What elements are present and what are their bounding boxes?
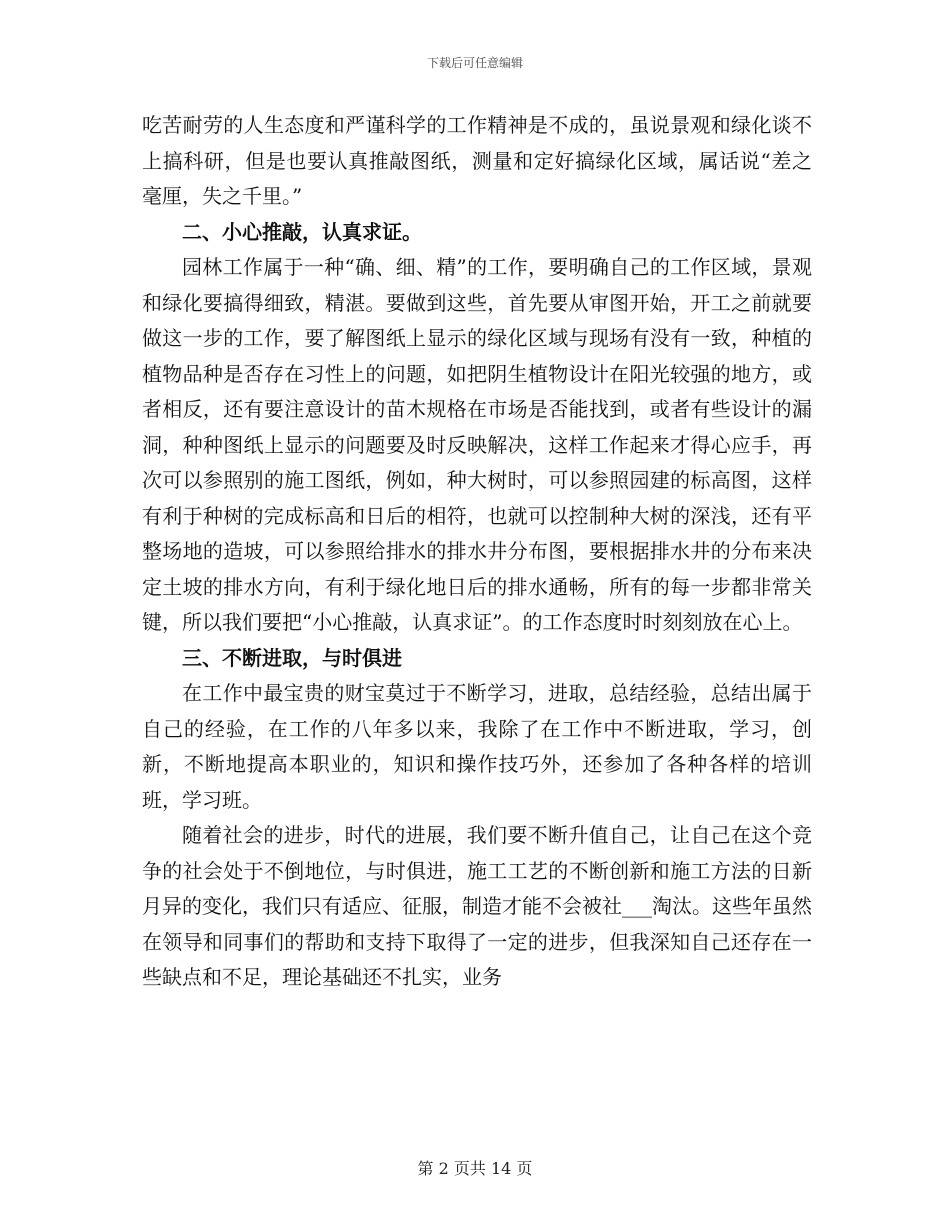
page-number-footer: 第 2 页共 14 页 bbox=[417, 1159, 533, 1178]
section-heading-3: 三、不断进取，与时俱进 bbox=[182, 645, 402, 670]
document-body bbox=[142, 108, 812, 996]
section-heading-2: 二、小心推敲，认真求证。 bbox=[182, 219, 422, 244]
paragraph-intro: 吃苦耐劳的人生态度和严谨科学的工作精神是不成的，虽说景观和绿化谈不上搞科研，但是也要认真推敲图纸，测量和定好搞绿化区域，属话说“差之毫厘，失之千里。” bbox=[142, 113, 812, 208]
paragraph-4: 随着社会的进步，时代的进展，我们要不断升值自己，让自己在这个竞争的社会处于不倒地位，与时俱进，施工工艺的不断创新和施工方法的日新月异的变化，我们只有适应、征服，制造才能不会被社___淘汰。这些年虽然在领导和同事们的帮助和支持下取得了一定的进步，但我深知自己还存在一些缺点和不足，理论基础还不扎实，业务 bbox=[142, 823, 812, 989]
page-header: 下载后可任意编辑 bbox=[426, 56, 523, 70]
paragraph-2: 园林工作属于一种“确、细、精”的工作，要明确自己的工作区域，景观和绿化要搞得细致，精湛。要做到这些，首先要从审图开始，开工之前就要做这一步的工作，要了解图纸上显示的绿化区域与现场有没有一致，种植的植物品种是否存在习性上的问题，如把阴生植物设计在阳光较强的地方，或者相反，还有要注意设计的苗木规格在市场是否能找到，或者有些设计的漏洞，种种图纸上显示的问题要及时反映解决，这样工作起来才得心应手，再次可以参照别的施工图纸，例如，种大树时，可以参照园建的标高图，这样有利于种树的完成标高和日后的相符，也就可以控制种大树的深浅，还有平整场地的造坡，可以参照给排水的排水井分布图，要根据排水井的分布来决定土坡的排水方向，有利于绿化地日后的排水通畅，所有的每一步都非常关键，所以我们要把“小心推敲，认真求证”。的工作态度时时刻刻放在心上。 bbox=[142, 255, 812, 634]
paragraph-3: 在工作中最宝贵的财宝莫过于不断学习，进取，总结经验，总结出属于自己的经验，在工作的八年多以来，我除了在工作中不断进取，学习，创新，不断地提高本职业的，知识和操作技巧外，还参加了各种各样的培训班，学习班。 bbox=[142, 681, 812, 812]
